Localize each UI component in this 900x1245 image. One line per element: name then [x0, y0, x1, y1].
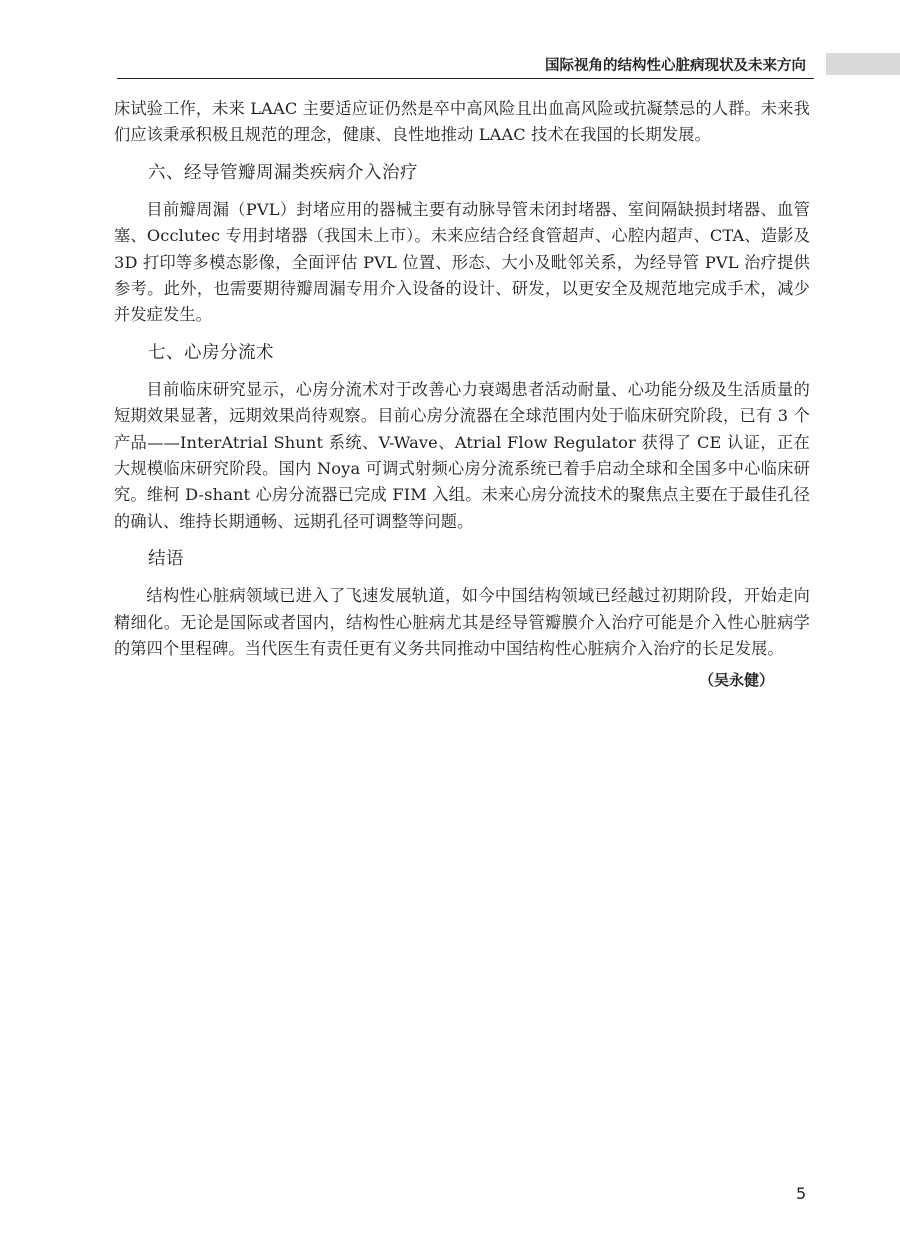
conclusion-heading: 结语 [148, 549, 184, 570]
page-body [114, 96, 810, 693]
section-6-paragraph: 目前瓣周漏（PVL）封堵应用的器械主要有动脉导管未闭封堵器、室间隔缺损封堵器、血管塞、Occlutec 专用封堵器（我国未上市）。未来应结合经食管超声、心腔内超声、CTA、造影及 3D 打印等多模态影像，全面评估 PVL 位置、形态、大小及毗邻关系，为经导管 PVL 治疗提供参考。此外，也需要期待瓣周漏专用介入设备的设计、研发，以更安全及规范地完成手术，减少并发症发生。 [114, 199, 810, 325]
section-7-heading: 七、心房分流术 [148, 342, 274, 363]
section-6-heading: 六、经导管瓣周漏类疾病介入治疗 [148, 162, 418, 183]
header-tab-decoration [826, 53, 900, 75]
intro-paragraph: 床试验工作，未来 LAAC 主要适应证仍然是卒中高风险且出血高风险或抗凝禁忌的人群。未来我们应该秉承积极且规范的理念，健康、良性地推动 LAAC 技术在我国的长期发展。 [114, 99, 810, 145]
author-signature: （吴永健） [698, 670, 774, 689]
section-7-paragraph: 目前临床研究显示，心房分流术对于改善心力衰竭患者活动耐量、心功能分级及生活质量的短期效果显著，远期效果尚待观察。目前心房分流器在全球范围内处于临床研究阶段，已有 3 个产品——InterAtrial Shunt 系统、V-Wave、Atrial Flow Regulator 获得了 CE 认证，正在大规模临床研究阶段。国内 Noya 可调式射频心房分流系统已着手启动全球和全国多中心临床研究。维柯 D-shant 心房分流器已完成 FIM 入组。未来心房分流技术的聚焦点主要在于最佳孔径的确认、维持长期通畅、远期孔径可调整等问题。 [114, 379, 810, 531]
conclusion-paragraph: 结构性心脏病领域已进入了飞速发展轨道，如今中国结构领域已经越过初期阶段，开始走向精细化。无论是国际或者国内，结构性心脏病尤其是经导管瓣膜介入治疗可能是介入性心脏病学的第四个里程碑。当代医生有责任更有义务共同推动中国结构性心脏病介入治疗的长足发展。 [114, 586, 810, 659]
header-divider [117, 78, 814, 79]
running-header-title: 国际视角的结构性心脏病现状及未来方向 [545, 58, 806, 74]
page-number: 5 [796, 1184, 807, 1203]
